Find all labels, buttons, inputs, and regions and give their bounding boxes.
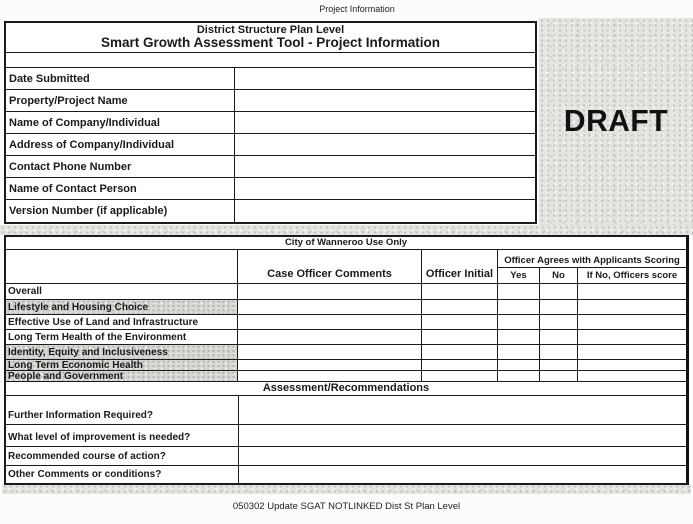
assessment-row [6, 447, 686, 466]
form-field-label: Name of Company/Individual [6, 112, 235, 133]
cell-case-officer-comments[interactable] [238, 284, 422, 299]
header-empty-cell [6, 250, 238, 283]
scoring-row-label: Effective Use of Land and Infrastructure [6, 315, 238, 329]
officer-scoring-rows [6, 284, 686, 382]
cell-yes[interactable] [498, 371, 540, 381]
form-row [6, 90, 535, 112]
scoring-row [6, 300, 686, 315]
assessment-answer-cell[interactable] [239, 396, 686, 424]
form-field-label: Version Number (if applicable) [6, 200, 235, 222]
cell-officer-initial[interactable] [422, 360, 498, 370]
cell-case-officer-comments[interactable] [238, 345, 422, 359]
scan-artifact-region [539, 18, 693, 226]
header-if-no-officers-score: If No, Officers score [586, 270, 678, 281]
assessment-row [6, 466, 686, 483]
form-spacer-row [6, 53, 535, 68]
form-field-value-cell[interactable] [235, 134, 535, 155]
draft-watermark: DRAFT [563, 104, 669, 139]
assessment-question-label: Recommended course of action? [6, 447, 239, 465]
assessment-row [6, 425, 686, 447]
scoring-row [6, 360, 686, 371]
form-field-value-cell[interactable] [235, 200, 535, 222]
cell-officer-initial[interactable] [422, 284, 498, 299]
form-title-line1: District Structure Plan Level [196, 24, 345, 36]
cell-no[interactable] [540, 345, 578, 359]
cell-case-officer-comments[interactable] [238, 360, 422, 370]
assessment-answer-cell[interactable] [239, 447, 686, 465]
page-caption: Project Information [319, 4, 395, 14]
header-scoring-subrow [498, 268, 686, 283]
form-row [6, 68, 535, 90]
form-title-line2: Smart Growth Assessment Tool - Project Information [100, 35, 441, 50]
form-row [6, 200, 535, 222]
form-field-label: Address of Company/Individual [6, 134, 235, 155]
cell-case-officer-comments[interactable] [238, 315, 422, 329]
cell-yes[interactable] [498, 330, 540, 344]
scoring-row [6, 315, 686, 330]
cell-if-no-officers-score[interactable] [578, 371, 686, 381]
cell-if-no-officers-score[interactable] [578, 300, 686, 314]
assessment-question-label: What level of improvement is needed? [6, 425, 239, 446]
cell-officer-initial[interactable] [422, 330, 498, 344]
cell-no[interactable] [540, 330, 578, 344]
scoring-row-label: Overall [6, 284, 238, 299]
council-use-only-header: City of Wanneroo Use Only [6, 237, 686, 250]
cell-case-officer-comments[interactable] [238, 300, 422, 314]
form-field-value-cell[interactable] [235, 90, 535, 111]
header-scoring-group [498, 250, 686, 283]
form-row [6, 134, 535, 156]
form-field-label: Name of Contact Person [6, 178, 235, 199]
officer-assessment-table [4, 235, 689, 485]
page-footer: 050302 Update SGAT NOTLINKED Dist St Plan Level [232, 501, 461, 512]
cell-officer-initial[interactable] [422, 345, 498, 359]
cell-officer-initial[interactable] [422, 300, 498, 314]
cell-yes[interactable] [498, 300, 540, 314]
officer-table-header-row [6, 250, 686, 284]
form-row [6, 112, 535, 134]
assessment-question-label: Other Comments or conditions? [6, 466, 239, 483]
cell-yes[interactable] [498, 345, 540, 359]
form-field-value-cell[interactable] [235, 178, 535, 199]
cell-if-no-officers-score[interactable] [578, 345, 686, 359]
cell-officer-initial[interactable] [422, 315, 498, 329]
cell-case-officer-comments[interactable] [238, 330, 422, 344]
header-officer-initial: Officer Initial [422, 250, 498, 283]
form-rows [6, 68, 535, 222]
cell-yes[interactable] [498, 360, 540, 370]
form-title-box [6, 23, 535, 53]
scoring-row [6, 345, 686, 360]
header-yes: Yes [498, 268, 540, 283]
assessment-section-header: Assessment/Recommendations [6, 382, 686, 396]
scoring-row [6, 330, 686, 345]
cell-no[interactable] [540, 360, 578, 370]
scan-noise-band-bottom [2, 484, 691, 494]
form-field-label: Date Submitted [6, 68, 235, 89]
cell-no[interactable] [540, 315, 578, 329]
form-field-label: Property/Project Name [6, 90, 235, 111]
cell-yes[interactable] [498, 315, 540, 329]
cell-case-officer-comments[interactable] [238, 371, 422, 381]
assessment-question-rows [6, 396, 686, 483]
form-row [6, 156, 535, 178]
assessment-row [6, 396, 686, 425]
scoring-row [6, 371, 686, 382]
cell-no[interactable] [540, 371, 578, 381]
scoring-row-label: Long Term Health of the Environment [6, 330, 238, 344]
assessment-answer-cell[interactable] [239, 466, 686, 483]
scoring-row-label: People and Government [6, 371, 238, 381]
scoring-row [6, 284, 686, 300]
scoring-row-label: Identity, Equity and Inclusiveness [6, 345, 238, 359]
scoring-row-label: Long Term Economic Health [6, 360, 238, 370]
cell-no[interactable] [540, 300, 578, 314]
cell-yes[interactable] [498, 284, 540, 299]
form-row [6, 178, 535, 200]
header-officer-agrees: Officer Agrees with Applicants Scoring [498, 250, 686, 268]
form-field-label: Contact Phone Number [6, 156, 235, 177]
header-no: No [540, 268, 578, 283]
cell-no[interactable] [540, 284, 578, 299]
cell-if-no-officers-score[interactable] [578, 360, 686, 370]
cell-if-no-officers-score[interactable] [578, 330, 686, 344]
form-field-value-cell[interactable] [235, 68, 535, 89]
scan-noise-band-middle [0, 225, 693, 235]
cell-if-no-officers-score[interactable] [578, 315, 686, 329]
cell-if-no-officers-score[interactable] [578, 284, 686, 299]
form-field-value-cell[interactable] [235, 156, 535, 177]
assessment-answer-cell[interactable] [239, 425, 686, 446]
project-information-form [4, 21, 537, 224]
cell-officer-initial[interactable] [422, 371, 498, 381]
scoring-row-label: Lifestyle and Housing Choice [6, 300, 238, 314]
assessment-question-label: Further Information Required? [6, 396, 239, 424]
header-case-officer-comments: Case Officer Comments [238, 250, 422, 283]
form-field-value-cell[interactable] [235, 112, 535, 133]
